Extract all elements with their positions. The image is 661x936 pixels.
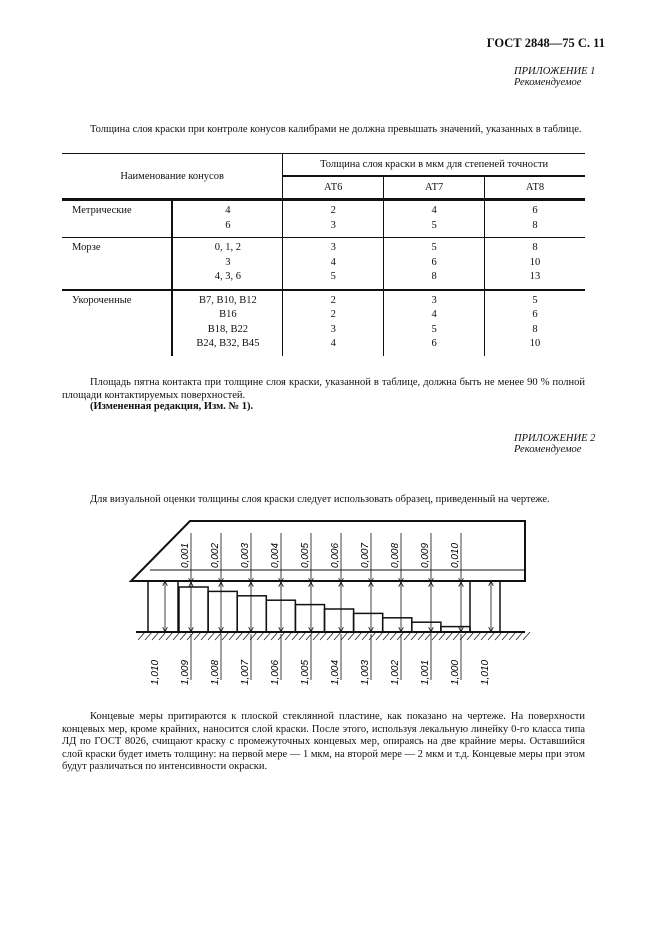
table-cell: 8 xyxy=(532,242,538,253)
top-dimension-label: 0,005 xyxy=(300,542,311,568)
hatch xyxy=(474,632,481,640)
hatch xyxy=(306,632,313,640)
bottom-dimension-label: 1,006 xyxy=(270,659,281,685)
hatch xyxy=(418,632,425,640)
col-header-group: Толщина слоя краски в мкм для степеней точности xyxy=(283,154,585,177)
table-cell: 10 xyxy=(529,256,541,268)
top-dimension-label: 0,002 xyxy=(210,542,221,568)
table-cell: 13 xyxy=(529,271,541,282)
top-dimension-label: 0,006 xyxy=(330,542,341,568)
gauge-block xyxy=(383,618,412,632)
hatch xyxy=(187,632,194,640)
table-cell: 0, 1, 2 xyxy=(214,242,241,253)
procedure-paragraph: Концевые меры притираются к плоской стеклянной пластине, как показано на чертеже. На поверхности концевых мер, кроме крайних, наносится слой краски. После этого, используя лекальную линейку 0-го класса типа ЛД по ГОСТ 8026, счищают краску с промежуточных концевых мер, опираясь на две крайние меры. Оставшийся слой краски будет иметь толщину: на первой мере — 1 мкм, на второй мере — 2 мкм и т.д. Концевые меры при этом будут различаться по интенсивности окраски. xyxy=(62,711,585,772)
table-cell: 5 xyxy=(532,294,538,306)
hatch xyxy=(313,632,320,640)
hatch xyxy=(292,632,299,640)
table-cell: 3 xyxy=(330,219,336,231)
hatch xyxy=(222,632,229,640)
gauge-block xyxy=(208,591,237,632)
appendix-1-subtitle: Рекомендуемое xyxy=(514,77,582,88)
hatch xyxy=(236,632,243,640)
hatch xyxy=(495,632,502,640)
hatch xyxy=(390,632,397,640)
table-cell: 2 xyxy=(330,205,336,216)
table-cell: 4 xyxy=(431,205,437,216)
table-cell: 4, 3, 6 xyxy=(214,271,241,282)
table-cell: 5 xyxy=(431,219,437,231)
bottom-dimension-label: 1,007 xyxy=(240,659,251,685)
bottom-dimension-label: 1,010 xyxy=(480,659,491,685)
table-cell: 6 xyxy=(431,338,437,349)
col-header-grade: АТ6 xyxy=(283,176,384,200)
table-cell: 10 xyxy=(529,338,541,349)
hatch xyxy=(278,632,285,640)
table-cell: 8 xyxy=(431,271,437,282)
bottom-dimension-label: 1,001 xyxy=(420,659,431,685)
table-cell: 6 xyxy=(532,309,538,320)
gauge-block xyxy=(179,587,208,632)
appendix-1-title: ПРИЛОЖЕНИЕ 1 xyxy=(514,66,596,77)
table-cell: 3 xyxy=(330,323,336,335)
table-cell: 5 xyxy=(330,271,336,282)
intro-paragraph: Толщина слоя краски при контроле конусов калибрами не должна превышать значений, указанных в таблице. xyxy=(90,124,582,135)
hatch xyxy=(509,632,516,640)
hatch xyxy=(208,632,215,640)
hatch xyxy=(152,632,159,640)
table-cell: 2 xyxy=(330,294,336,306)
hatch xyxy=(397,632,404,640)
table-cell: 3 xyxy=(431,294,437,306)
cone-type: Метрические xyxy=(72,205,132,216)
table-cell: В24, В32, В45 xyxy=(196,338,260,349)
hatch xyxy=(285,632,292,640)
hatch xyxy=(348,632,355,640)
table-cell: 5 xyxy=(431,242,437,253)
hatch xyxy=(488,632,495,640)
gauge-block xyxy=(237,596,266,632)
table-cell: 4 xyxy=(225,205,231,216)
hatch xyxy=(194,632,201,640)
hatch xyxy=(383,632,390,640)
hatch xyxy=(355,632,362,640)
end-block-left xyxy=(148,581,178,632)
hatch xyxy=(243,632,250,640)
col-header-grade: АТ8 xyxy=(485,176,585,200)
bottom-dimension-label: 1,004 xyxy=(330,659,341,685)
hatch xyxy=(481,632,488,640)
col-header-grade: АТ7 xyxy=(384,176,485,200)
hatch xyxy=(229,632,236,640)
hatch xyxy=(467,632,474,640)
contact-paragraph: Площадь пятна контакта при толщине слоя краски, указанной в таблице, должна быть не менее 90 % полной площади контактируемых поверхностей. xyxy=(62,377,585,401)
hatch xyxy=(145,632,152,640)
table-cell: 6 xyxy=(431,256,437,268)
appendix-2-subtitle: Рекомендуемое xyxy=(514,444,582,455)
hatch xyxy=(362,632,369,640)
visual-paragraph: Для визуальной оценки толщины слоя краски следует использовать образец, приведенный на чертеже. xyxy=(90,494,550,505)
hatch xyxy=(516,632,523,640)
hatch xyxy=(334,632,341,640)
end-block-right xyxy=(470,581,500,632)
appendix-2-title: ПРИЛОЖЕНИЕ 2 xyxy=(514,433,596,444)
hatch xyxy=(502,632,509,640)
hatch xyxy=(327,632,334,640)
bottom-dimension-label: 1,008 xyxy=(210,659,221,685)
table-cell: 4 xyxy=(431,309,437,320)
hatch xyxy=(404,632,411,640)
gauge-block xyxy=(412,622,441,632)
table-cell: 5 xyxy=(431,323,437,335)
top-dimension-label: 0,004 xyxy=(270,542,281,568)
bottom-dimension-label: 1,009 xyxy=(180,659,191,685)
gauge-block xyxy=(325,609,354,632)
col-header-name: Наименование конусов xyxy=(120,170,224,182)
hatch xyxy=(523,632,530,640)
hatch xyxy=(376,632,383,640)
hatch xyxy=(166,632,173,640)
table-cell: 8 xyxy=(532,323,538,335)
table-cell: В7, В10, В12 xyxy=(198,294,257,306)
table-cell: 4 xyxy=(330,338,336,349)
hatch xyxy=(432,632,439,640)
hatch xyxy=(446,632,453,640)
top-dimension-label: 0,003 xyxy=(240,542,251,568)
table-cell: 2 xyxy=(330,309,336,320)
cone-type: Морзе xyxy=(72,242,101,253)
bottom-dimension-label: 1,002 xyxy=(390,659,401,685)
hatch xyxy=(271,632,278,640)
hatch xyxy=(299,632,306,640)
table-cell: 4 xyxy=(330,256,336,268)
top-dimension-label: 0,007 xyxy=(360,542,371,568)
hatch xyxy=(201,632,208,640)
hatch xyxy=(320,632,327,640)
table-cell: 8 xyxy=(532,219,538,231)
table-cell: В18, В22 xyxy=(207,323,248,335)
bottom-dimension-label: 1,005 xyxy=(300,659,311,685)
hatch xyxy=(159,632,166,640)
table-cell: 3 xyxy=(225,256,231,268)
top-dimension-label: 0,008 xyxy=(390,542,401,568)
bottom-dimension-label: 1,003 xyxy=(360,659,371,685)
page-header: ГОСТ 2848—75 С. 11 xyxy=(486,36,605,50)
hatch xyxy=(257,632,264,640)
hatch xyxy=(264,632,271,640)
hatch xyxy=(173,632,180,640)
table-cell: 6 xyxy=(225,219,231,231)
top-dimension-label: 0,010 xyxy=(450,542,461,568)
table-cell: 3 xyxy=(330,242,336,253)
hatch xyxy=(439,632,446,640)
amendment-note: (Измененная редакция, Изм. № 1). xyxy=(90,401,254,412)
hatch xyxy=(180,632,187,640)
cone-type: Укороченные xyxy=(72,294,132,306)
hatch xyxy=(453,632,460,640)
top-dimension-label: 0,009 xyxy=(420,542,431,568)
hatch xyxy=(341,632,348,640)
table-cell: В16 xyxy=(219,309,237,320)
top-dimension-label: 0,001 xyxy=(180,542,191,568)
table-cell: 6 xyxy=(532,205,538,216)
bottom-dimension-label: 1,000 xyxy=(450,659,461,685)
hatch xyxy=(411,632,418,640)
hatch xyxy=(138,632,145,640)
gauge-block xyxy=(354,613,383,632)
bottom-dimension-label: 1,010 xyxy=(150,659,161,685)
hatch xyxy=(369,632,376,640)
gauge-block xyxy=(295,605,324,632)
